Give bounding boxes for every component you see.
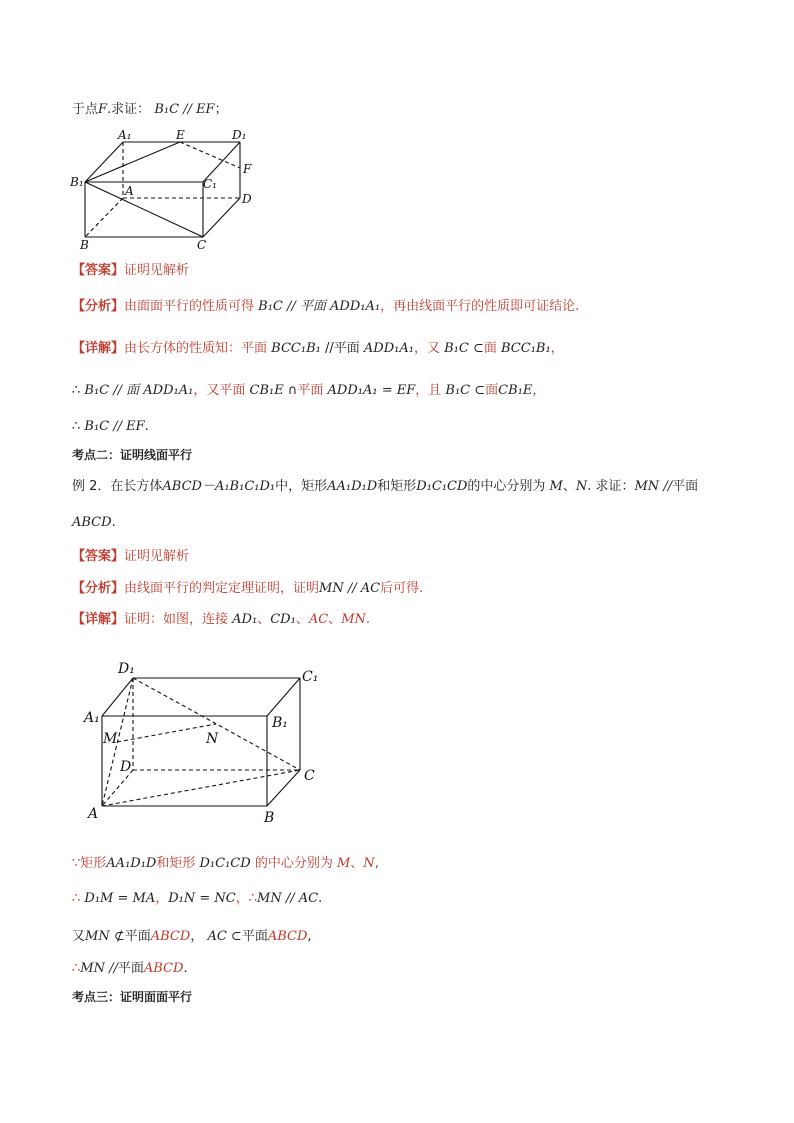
answer-1: 【答案】证明见解析 [72, 263, 190, 278]
label-D1: D₁ [232, 128, 247, 142]
detail-2: 【详解】证明：如图，连接 AD₁、CD₁、AC、MN. [72, 612, 371, 627]
label-F: F [243, 162, 252, 176]
section-heading-3: 考点三：证明面面平行 [72, 990, 193, 1004]
label-D1: D₁ [118, 661, 135, 677]
label-D: D [242, 192, 252, 206]
detail-1-step-2: ∴ B₁C // 面 ADD₁A₁，又平面 CB₁E ∩平面 ADD₁A₁ = EF，且 B₁C ⊂面CB₁E， [72, 383, 546, 398]
label-C1: C₁ [302, 669, 319, 685]
proof-line-2: ∴ D₁M = MA，D₁N = NC，∴MN // AC. [72, 891, 323, 906]
example-2: 例 2．在长方体ABCD－A₁B₁C₁D₁中，矩形AA₁D₁D和矩形D₁C₁CD的中心分别为 M、N. 求证：MN //平面 [72, 479, 699, 494]
section-heading-2: 考点二：证明线面平行 [72, 448, 193, 462]
label-A: A [88, 806, 99, 822]
proof-line-1: ∵矩形AA₁D₁D和矩形 D₁C₁CD 的中心分别为 M、N, [72, 856, 379, 871]
label-C: C [197, 238, 207, 252]
detail-1-step-3: ∴ B₁C // EF. [72, 419, 149, 434]
label-E: E [176, 128, 185, 142]
label-A1: A₁ [84, 710, 100, 726]
label-B1: B₁ [272, 715, 288, 731]
label-B: B [264, 810, 275, 826]
proof-line-3: 又MN ⊄平面ABCD， AC ⊂平面ABCD, [72, 929, 312, 944]
label-N: N [206, 731, 219, 747]
label-A: A [125, 184, 134, 198]
analysis-2: 【分析】由线面平行的判定定理证明，证明MN // AC后可得. [72, 581, 424, 596]
proof-line-4: ∴MN //平面ABCD. [72, 961, 188, 976]
example-2-continued: ABCD. [72, 515, 116, 530]
label-C: C [304, 768, 315, 784]
cuboid-figure-1 [66, 124, 266, 254]
label-B: B [80, 238, 89, 252]
label-M: M [103, 731, 118, 747]
label-C1: C₁ [203, 177, 217, 191]
label-D: D [120, 759, 132, 775]
analysis-1: 【分析】由面面平行的性质可得 B₁C // 平面 ADD₁A₁，再由线面平行的性质即可证结论. [72, 299, 580, 314]
label-B1: B₁ [70, 175, 84, 189]
cuboid-figure-2 [80, 655, 330, 830]
answer-2: 【答案】证明见解析 [72, 549, 190, 564]
problem-line: 于点F.求证： B₁C // EF； [72, 102, 228, 117]
label-A1: A₁ [118, 128, 132, 142]
detail-1: 【详解】由长方体的性质知：平面 BCC₁B₁ //平面 ADD₁A₁，又 B₁C ⊂面 BCC₁B₁， [72, 341, 564, 356]
